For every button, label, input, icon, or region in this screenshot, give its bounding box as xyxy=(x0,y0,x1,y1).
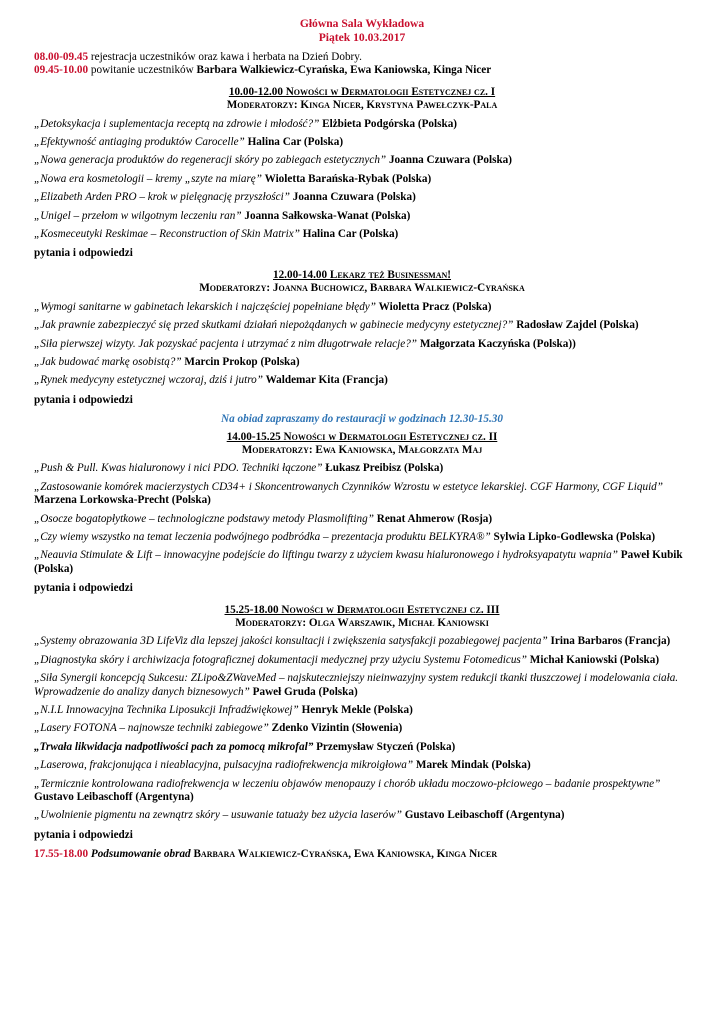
talk-title: „Nowa era kosmetologii – kremy „szyte na miarę” xyxy=(34,172,262,185)
talk-item xyxy=(34,513,690,526)
talk-title: „Trwała likwidacja nadpotliwości pach za pomocą mikrofal” xyxy=(34,740,314,753)
talk-title: „Osocze bogatopłytkowe – technologiczne podstawy metody Plasmolifting” xyxy=(34,512,374,525)
talk-item xyxy=(34,356,690,369)
talk-title: „Zastosowanie komórek macierzystych CD34+ i Skoncentrowanych Czynników Wzrostu w estetyce lekarskiej. CGF Harmony, CGF Liquid” xyxy=(34,480,663,493)
intro-block xyxy=(34,51,690,78)
session-moderators: Moderatorzy: Olga Warszawik, Michał Kaniowski xyxy=(235,617,489,629)
qa-label: pytania i odpowiedzi xyxy=(34,393,133,406)
talk-speaker: Przemysław Styczeń (Polska) xyxy=(313,740,456,753)
talk-title: „Lasery FOTONA – najnowsze techniki zabiegowe” xyxy=(34,722,269,735)
qa-label: pytania i odpowiedzi xyxy=(34,247,133,260)
talk-title: „Detoksykacja i suplementacja receptą na zdrowie i młodość?” xyxy=(34,117,320,130)
talk-title: „Unigel – przełom w wilgotnym leczeniu ran” xyxy=(34,209,242,222)
session xyxy=(34,431,690,596)
talk-item xyxy=(34,549,690,576)
talk-item xyxy=(34,654,690,667)
talk-speaker: Halina Car (Polska) xyxy=(299,228,399,241)
session-title: 12.00-14.00 Lekarz też Businessman! xyxy=(272,268,452,281)
session-title: 10.00-12.00 Nowości w Dermatologii Estetycznej cz. I xyxy=(228,85,496,98)
talk-speaker: Radosław Zajdel (Polska) xyxy=(513,319,639,332)
talk-title: „N.I.L Innowacyjna Technika Liposukcji Infradźwiękowej” xyxy=(34,704,299,717)
session xyxy=(34,604,690,843)
talk-title: „Uwolnienie pigmentu na zewnątrz skóry – usuwanie tatuaży bez użycia laserów” xyxy=(34,809,402,822)
talk-title: „Efektywność antiaging produktów Carocelle” xyxy=(34,136,245,149)
intro-text: rejestracja uczestników oraz kawa i herbata na Dzień Dobry. xyxy=(88,51,362,63)
talk-speaker: Irina Barbaros (Francja) xyxy=(547,635,671,648)
talk-speaker: Henryk Mekle (Polska) xyxy=(298,704,413,717)
session-moderators: Moderatorzy: Kinga Nicer, Krystyna Pawełczyk-Pala xyxy=(226,99,498,112)
talk-title: „Elizabeth Arden PRO – krok w pielęgnację przyszłości” xyxy=(34,191,290,204)
talk-title: „Czy wiemy wszystko na temat leczenia podwójnego podbródka – prezentacja produktu BELKYRA®” xyxy=(34,530,491,543)
session xyxy=(34,269,690,407)
talk-title: „Systemy obrazowania 3D LifeViz dla lepszej jakości konsultacji i zwiększenia satysfakcji pozabiegowej pacjenta” xyxy=(34,635,548,648)
talk-item xyxy=(34,462,690,475)
talk-item xyxy=(34,154,690,167)
talk-item xyxy=(34,301,690,314)
talk-title: „Jak budować markę osobistą?” xyxy=(34,355,182,368)
talk-title: „Termicznie kontrolowana radiofrekwencja w leczeniu objawów menopauzy i chorób układu moczowo-płciowego – badanie prospektywne” xyxy=(34,777,661,790)
talk-item xyxy=(34,722,690,735)
talk-title: „Laserowa, frakcjonująca i nieablacyjna, pulsacyjna radiofrekwencja mikroigłowa” xyxy=(34,759,414,772)
talk-item xyxy=(34,759,690,772)
summary-label: Podsumowanie obrad xyxy=(88,848,194,861)
talk-title: „Nowa generacja produktów do regeneracji skóry po zabiegach estetycznych” xyxy=(34,154,387,167)
intro-time: 08.00-09.45 xyxy=(34,51,89,63)
talk-speaker: Paweł Gruda (Polska) xyxy=(249,685,358,698)
qa-label: pytania i odpowiedzi xyxy=(34,828,133,841)
talk-title: „Siła pierwszej wizyty. Jak pozyskać pacjenta i utrzymać z nim długotrwałe relacje?” xyxy=(34,337,418,350)
talk-item xyxy=(34,136,690,149)
talk-speaker: Wioletta Pracz (Polska) xyxy=(376,300,492,313)
talk-speaker: Marcin Prokop (Polska) xyxy=(181,355,300,368)
date-title: Piątek 10.03.2017 xyxy=(318,30,406,44)
hall-title: Główna Sala Wykładowa xyxy=(299,17,425,30)
talk-speaker: Elżbieta Podgórska (Polska) xyxy=(319,117,458,130)
talk-title: „Rynek medycyny estetycznej wczoraj, dziś i jutro” xyxy=(34,374,263,387)
talk-speaker: Marzena Lorkowska-Precht (Polska) xyxy=(34,494,211,507)
talk-item xyxy=(34,118,690,131)
talk-title: „Neauvia Stimulate & Lift – innowacyjne podejście do liftingu twarzy z użyciem kwasu hialuronowego i hydroksyapatytu wapnia” xyxy=(34,549,618,562)
talk-item xyxy=(34,319,690,332)
talk-speaker: Gustavo Leibaschoff (Argentyna) xyxy=(401,809,565,822)
talk-item xyxy=(34,778,690,805)
talk-speaker: Waldemar Kita (Francja) xyxy=(262,374,388,387)
session-title: 15.25-18.00 Nowości w Dermatologii Estetycznej cz. III xyxy=(224,603,500,616)
session-moderators: Moderatorzy: Joanna Buchowicz, Barbara Walkiewicz-Cyrańska xyxy=(199,282,525,295)
talk-speaker: Małgorzata Kaczyńska (Polska)) xyxy=(417,337,576,350)
talk-item xyxy=(34,635,690,648)
talk-title: „Kosmeceutyki Reskimae – Reconstruction of Skin Matrix” xyxy=(34,228,300,241)
talk-title: „Diagnostyka skóry i archiwizacja fotograficznej dokumentacji medycznej przy użyciu Systemu Fotomedicus” xyxy=(34,653,527,666)
summary-line xyxy=(34,848,690,861)
talk-speaker: Sylwia Lipko-Godlewska (Polska) xyxy=(490,530,656,543)
talk-speaker: Marek Mindak (Polska) xyxy=(413,759,531,772)
intro-line xyxy=(34,51,690,64)
talk-title: „Siła Synergii koncepcją Sukcesu: ZLipo&ZWaveMed – najskuteczniejszy nieinwazyjny system redukcji tkanki tłuszczowej i modelowania ciała. Wprowadzenie do analizy danych biznesowych” xyxy=(34,672,679,698)
talk-item xyxy=(34,809,690,822)
summary-names: Barbara Walkiewicz-Cyrańska, Ewa Kaniowska, Kinga Nicer xyxy=(193,848,498,861)
program-page xyxy=(34,17,690,862)
talk-item xyxy=(34,338,690,351)
talk-title: „Jak prawnie zabezpieczyć się przed skutkami działań niepożądanych w gabinecie medycyny estetycznej?” xyxy=(34,319,514,332)
talk-speaker: Łukasz Preibisz (Polska) xyxy=(322,462,444,475)
session-title: 14.00-15.25 Nowości w Dermatologii Estetycznej cz. II xyxy=(226,430,498,443)
talk-item xyxy=(34,531,690,544)
talk-speaker: Joanna Czuwara (Polska) xyxy=(386,154,513,167)
talk-speaker: Paweł Kubik (Polska) xyxy=(34,549,683,575)
talk-item xyxy=(34,672,690,699)
talk-item xyxy=(34,481,690,508)
lunch-note: Na obiad zapraszamy do restauracji w godzinach 12.30-15.30 xyxy=(221,413,503,426)
talk-item xyxy=(34,704,690,717)
intro-names: Barbara Walkiewicz-Cyrańska, Ewa Kaniowska, Kinga Nicer xyxy=(196,64,492,77)
talk-speaker: Michał Kaniowski (Polska) xyxy=(527,653,660,666)
talk-speaker: Renat Ahmerow (Rosja) xyxy=(373,512,493,525)
talk-speaker: Gustavo Leibaschoff (Argentyna) xyxy=(34,791,194,804)
talk-title: „Wymogi sanitarne w gabinetach lekarskich i najczęściej popełniane błędy” xyxy=(34,300,376,313)
talk-speaker: Halina Car (Polska) xyxy=(244,136,344,149)
talk-item xyxy=(34,173,690,186)
talk-speaker: Wioletta Barańska-Rybak (Polska) xyxy=(261,172,432,185)
qa-label: pytania i odpowiedzi xyxy=(34,582,133,595)
intro-line xyxy=(34,64,690,77)
talk-speaker: Zdenko Vizintin (Słowenia) xyxy=(268,722,403,735)
intro-text: powitanie uczestników xyxy=(88,64,197,77)
talk-title: „Push & Pull. Kwas hialuronowy i nici PDO. Techniki łączone” xyxy=(34,462,323,475)
talk-speaker: Joanna Czuwara (Polska) xyxy=(289,191,416,204)
intro-time: 09.45-10.00 xyxy=(34,64,89,77)
talk-item xyxy=(34,228,690,241)
session xyxy=(34,86,690,261)
talk-speaker: Joanna Sałkowska-Wanat (Polska) xyxy=(241,209,411,222)
summary-time: 17.55-18.00 xyxy=(34,848,89,861)
session-moderators: Moderatorzy: Ewa Kaniowska, Małgorzata Maj xyxy=(241,443,483,456)
talk-item xyxy=(34,191,690,204)
talk-item xyxy=(34,374,690,387)
talk-item xyxy=(34,741,690,754)
talk-item xyxy=(34,210,690,223)
